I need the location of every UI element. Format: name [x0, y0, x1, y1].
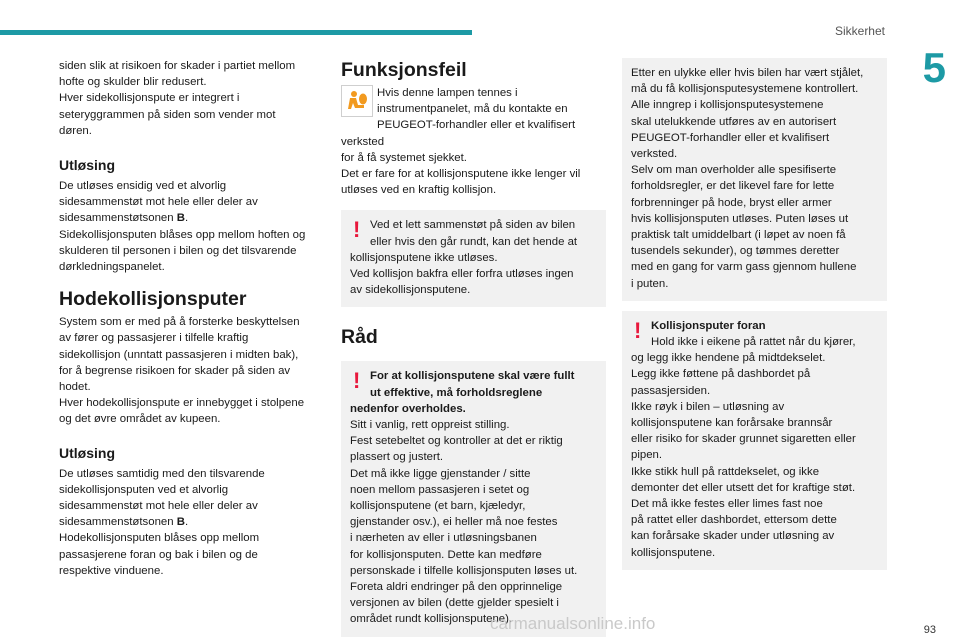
intro-paragraph: siden slik at risikoen for skader i partiet mellom hofte og skulder blir redusert. Hver sidekollisjonspute er integrert i seteryggrammen på siden som vender mot døren. [59, 60, 296, 137]
header-accent-bar [0, 30, 472, 35]
watermark: carmanualsonline.info [490, 614, 656, 633]
heading-funksjonsfeil: Funksjonsfeil [341, 59, 467, 81]
warning-box-front-airbags: ! Kollisjonsputer foran Hold ikke i eikene på rattet når du kjører, og legg ikke hendene på midtdekselet. Legg ikke føttene på dashbordet på passasjersiden. Ikke røyk i bilen – utløsning av kollisjonsputene kan forårsake brannsår eller risiko for skader grunnet sigaretten eller pipen. Ikke stikk hull på rattdekselet, og ikke demonter det eller utsett det for kraftige støt. Det må ikke festes eller limes fast noe på rattet eller dashbordet, ettersom dette kan forårsake skader under utløsning av kollisjonsputene. [622, 311, 887, 570]
utlosing-hode-paragraph: De utløses samtidig med den tilsvarende sidekollisjonsputen ved et alvorlig sidesammenstøt mot hele eller deler av sidesammenstøtsonen B. Hodekollisjonsputen blåses opp mellom passasjerene foran og bak i bilen og de respektive vinduene. [59, 467, 265, 577]
heading-hodekollisjonsputer: Hodekollisjonsputer [59, 288, 247, 311]
utlosing-side-paragraph: De utløses ensidig ved et alvorlig sidesammenstøt mot hele eller deler av sidesammenstøtsonen B. Sidekollisjonsputen blåses opp mellom hoften og skulderen til personen i bilen og det tilsvarende dørkledningspanelet. [59, 180, 306, 274]
column-2 [341, 58, 606, 637]
warning-exclamation-icon: ! [353, 217, 361, 243]
chapter-number: 5 [922, 44, 946, 91]
heading-raad: Råd [341, 326, 378, 349]
funksjonsfeil-paragraph: Hvis denne lampen tennes i instrumentpanelet, må du kontakte en PEUGEOT-forhandler eller et kvalifisert verksted for å få systemet sjekket. Det er fare for at kollisjonsputene ikke lenger vil utløses ved en kraftig kollisjon. [341, 87, 581, 197]
column-3 [622, 58, 887, 570]
column-1 [59, 58, 324, 579]
warning-exclamation-icon: ! [634, 317, 642, 343]
section-title: Sikkerhet [834, 24, 885, 38]
info-box-after-accident: Etter en ulykke eller hvis bilen har vært stjålet, må du få kollisjonsputesystemene kontrollert. Alle inngrep i kollisjonsputesystemene skal utelukkende utføres av en autorisert PEUGEOT-forhandler eller et kvalifisert verksted. Selv om man overholder alle spesifiserte forholdsregler, er det likevel fare for lette forbrenninger på hode, bryst eller armer hvis kollisjonsputen utløses. Puten løses ut praktisk talt umiddelbart (i løpet av noen få tusendels sekunder), og tømmes deretter med en gang for varm gass gjennom hullene i puten. [622, 58, 887, 301]
page-number: 93 [923, 624, 936, 636]
heading-utlosing-side: Utløsing [59, 157, 115, 174]
advice-box: ! For at kollisjonsputene skal være fullt ut effektive, må forholdsreglene nedenfor overholdes. Sitt i vanlig, rett oppreist stilling. Fest setebeltet og kontroller at det er riktig plassert og justert. Det må ikke ligge gjenstander / sitte noen mellom passasjeren i setet og kollisjonsputene (et barn, kjæledyr, gjenstander osv.), ei heller må noe festes i nærheten av eller i utløsningsbanen for kollisjonsputen. Dette kan medføre personskade i tilfelle kollisjonsputen løses ut. Foreta aldri endringer på den opprinnelige versjonen av bilen (dette gjelder spesielt i området rundt kollisjonsputene). [341, 361, 606, 636]
warning-exclamation-icon: ! [353, 368, 361, 394]
hode-paragraph: System som er med på å forsterke beskyttelsen av fører og passasjerer i tilfelle kraftig sidekollisjon (unntatt passasjeren i midten bak), for å begrense risikoen for skader på siden av hodet. Hver hodekollisjonspute er innebygget i stolpene og det øvre området av kupeen. [59, 316, 305, 426]
heading-utlosing-hode: Utløsing [59, 444, 115, 461]
airbag-warning-lamp-icon [341, 85, 373, 117]
warning-box-side-impact: ! Ved et lett sammenstøt på siden av bilen eller hvis den går rundt, kan det hende at kollisjonsputene ikke utløses. Ved kollisjon bakfra eller forfra utløses ingen av sidekollisjonsputene. [341, 210, 606, 307]
